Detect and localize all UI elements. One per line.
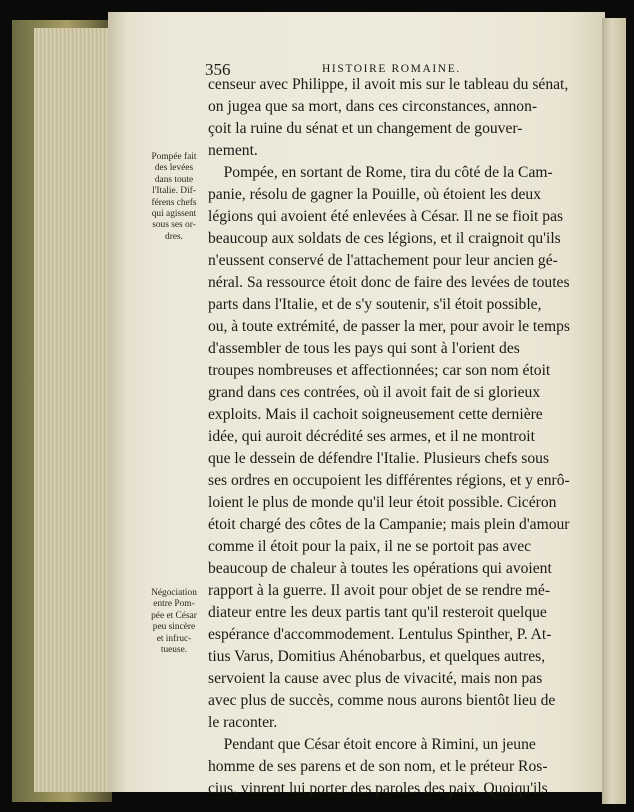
text-line: exploits. Mais il cachoit soigneusement cette dernière: [208, 406, 543, 423]
text-line: Pendant que César étoit encore à Rimini, un jeune: [208, 736, 536, 753]
text-line: panie, résolu de gagner la Pouille, où étoient les deux: [208, 186, 542, 203]
marginal-note-line: l'Italie. Dif-: [152, 186, 196, 197]
marginal-note-line: des levées: [154, 163, 194, 174]
text-line: idée, qui auroit décrédité ses armes, et il ne montroit: [208, 428, 535, 445]
running-head: HISTOIRE ROMAINE.: [322, 63, 461, 75]
text-line: parts dans l'Italie, et de s'y soutenir, s'il étoit possible,: [208, 296, 542, 313]
text-line: tius Varus, Domitius Ahénobarbus, et quelques autres,: [208, 648, 546, 665]
text-line: loient le plus de monde qu'il leur étoit possible. Cicéron: [208, 494, 557, 511]
marginal-note-line: Pompée fait: [151, 152, 197, 162]
text-line: néral. Sa ressource étoit donc de faire des levées de toutes: [208, 274, 570, 291]
text-line: on jugea que sa mort, dans ces circonstances, annon-: [208, 98, 538, 115]
marginal-note-line: sous ses or-: [152, 220, 196, 231]
text-line: diateur entre les deux partis tant qu'il resteroit quelque: [208, 604, 547, 621]
text-line: homme de ses parens et de son nom, et le préteur Ros-: [208, 758, 548, 775]
facing-page-edge: [602, 18, 626, 804]
marginal-note-negociation: [143, 588, 205, 656]
marginal-note-line: dres.: [165, 231, 183, 242]
marginal-note-line: et infruc-: [156, 633, 192, 644]
text-line: avec plus de succès, comme nous aurons bientôt lieu de: [208, 692, 556, 709]
text-line: étoit chargé des côtes de la Campanie; mais plein d'amour: [208, 516, 570, 533]
text-line: troupes nombreuses et affectionnées; car son nom étoit: [208, 362, 551, 379]
marginal-note-line: tueuse.: [160, 645, 188, 656]
text-line: Pompée, en sortant de Rome, tira du côté de la Cam-: [208, 164, 553, 181]
text-line: beaucoup de chaleur à toutes les opérations qui avoient: [208, 560, 552, 577]
text-line: comme il étoit pour la paix, il ne se portoit pas avec: [208, 538, 532, 555]
marginal-note-line: pée et César: [151, 610, 197, 621]
marginal-note-line: Négociation: [151, 588, 197, 598]
text-line: rapport à la guerre. Il avoit pour objet de se rendre mé-: [208, 582, 551, 599]
text-line: espérance d'accommodement. Lentulus Spinther, P. At-: [208, 626, 552, 643]
text-line: beaucoup aux soldats de ces légions, et il craignoit qu'ils: [208, 230, 561, 247]
text-line: ou, à toute extrémité, de passer la mer, pour avoir le temps: [208, 318, 570, 335]
text-line: d'assembler de tous les pays qui sont à l'orient des: [208, 340, 520, 357]
page-edges: [34, 28, 108, 792]
text-line: légions qui avoient été enlevées à César. Il ne se fioit pas: [208, 208, 564, 225]
text-line: grand dans ces contrées, où il avoit fait de si glorieux: [208, 384, 541, 401]
marginal-note-line: dans toute: [154, 174, 194, 185]
marginal-note-line: férens chefs: [151, 197, 197, 208]
text-line: nement.: [208, 142, 258, 159]
page-number: 356: [205, 60, 231, 79]
text-line: çoit la ruine du sénat et un changement de gouver-: [208, 120, 523, 137]
text-line: que le dessein de défendre l'Italie. Plusieurs chefs sous: [208, 450, 550, 467]
text-line: le raconter.: [208, 714, 278, 731]
marginal-note-line: qui agissent: [151, 209, 197, 220]
text-line: servoient la cause avec plus de vivacité, mais non pas: [208, 670, 543, 687]
text-line: censeur avec Philippe, il avoit mis sur le tableau du sénat,: [208, 76, 569, 93]
text-line: ses ordres en occupoient les différentes régions, et y enrô-: [208, 472, 570, 489]
text-line: cius, vinrent lui porter des paroles des paix. Quoiqu'ils: [208, 780, 548, 797]
marginal-note-line: peu sincère: [152, 622, 196, 633]
text-line: n'eussent conservé de l'attachement pour leur ancien gé-: [208, 252, 558, 269]
marginal-note-line: entre Pom-: [153, 599, 195, 610]
marginal-note-levees: [143, 152, 205, 243]
